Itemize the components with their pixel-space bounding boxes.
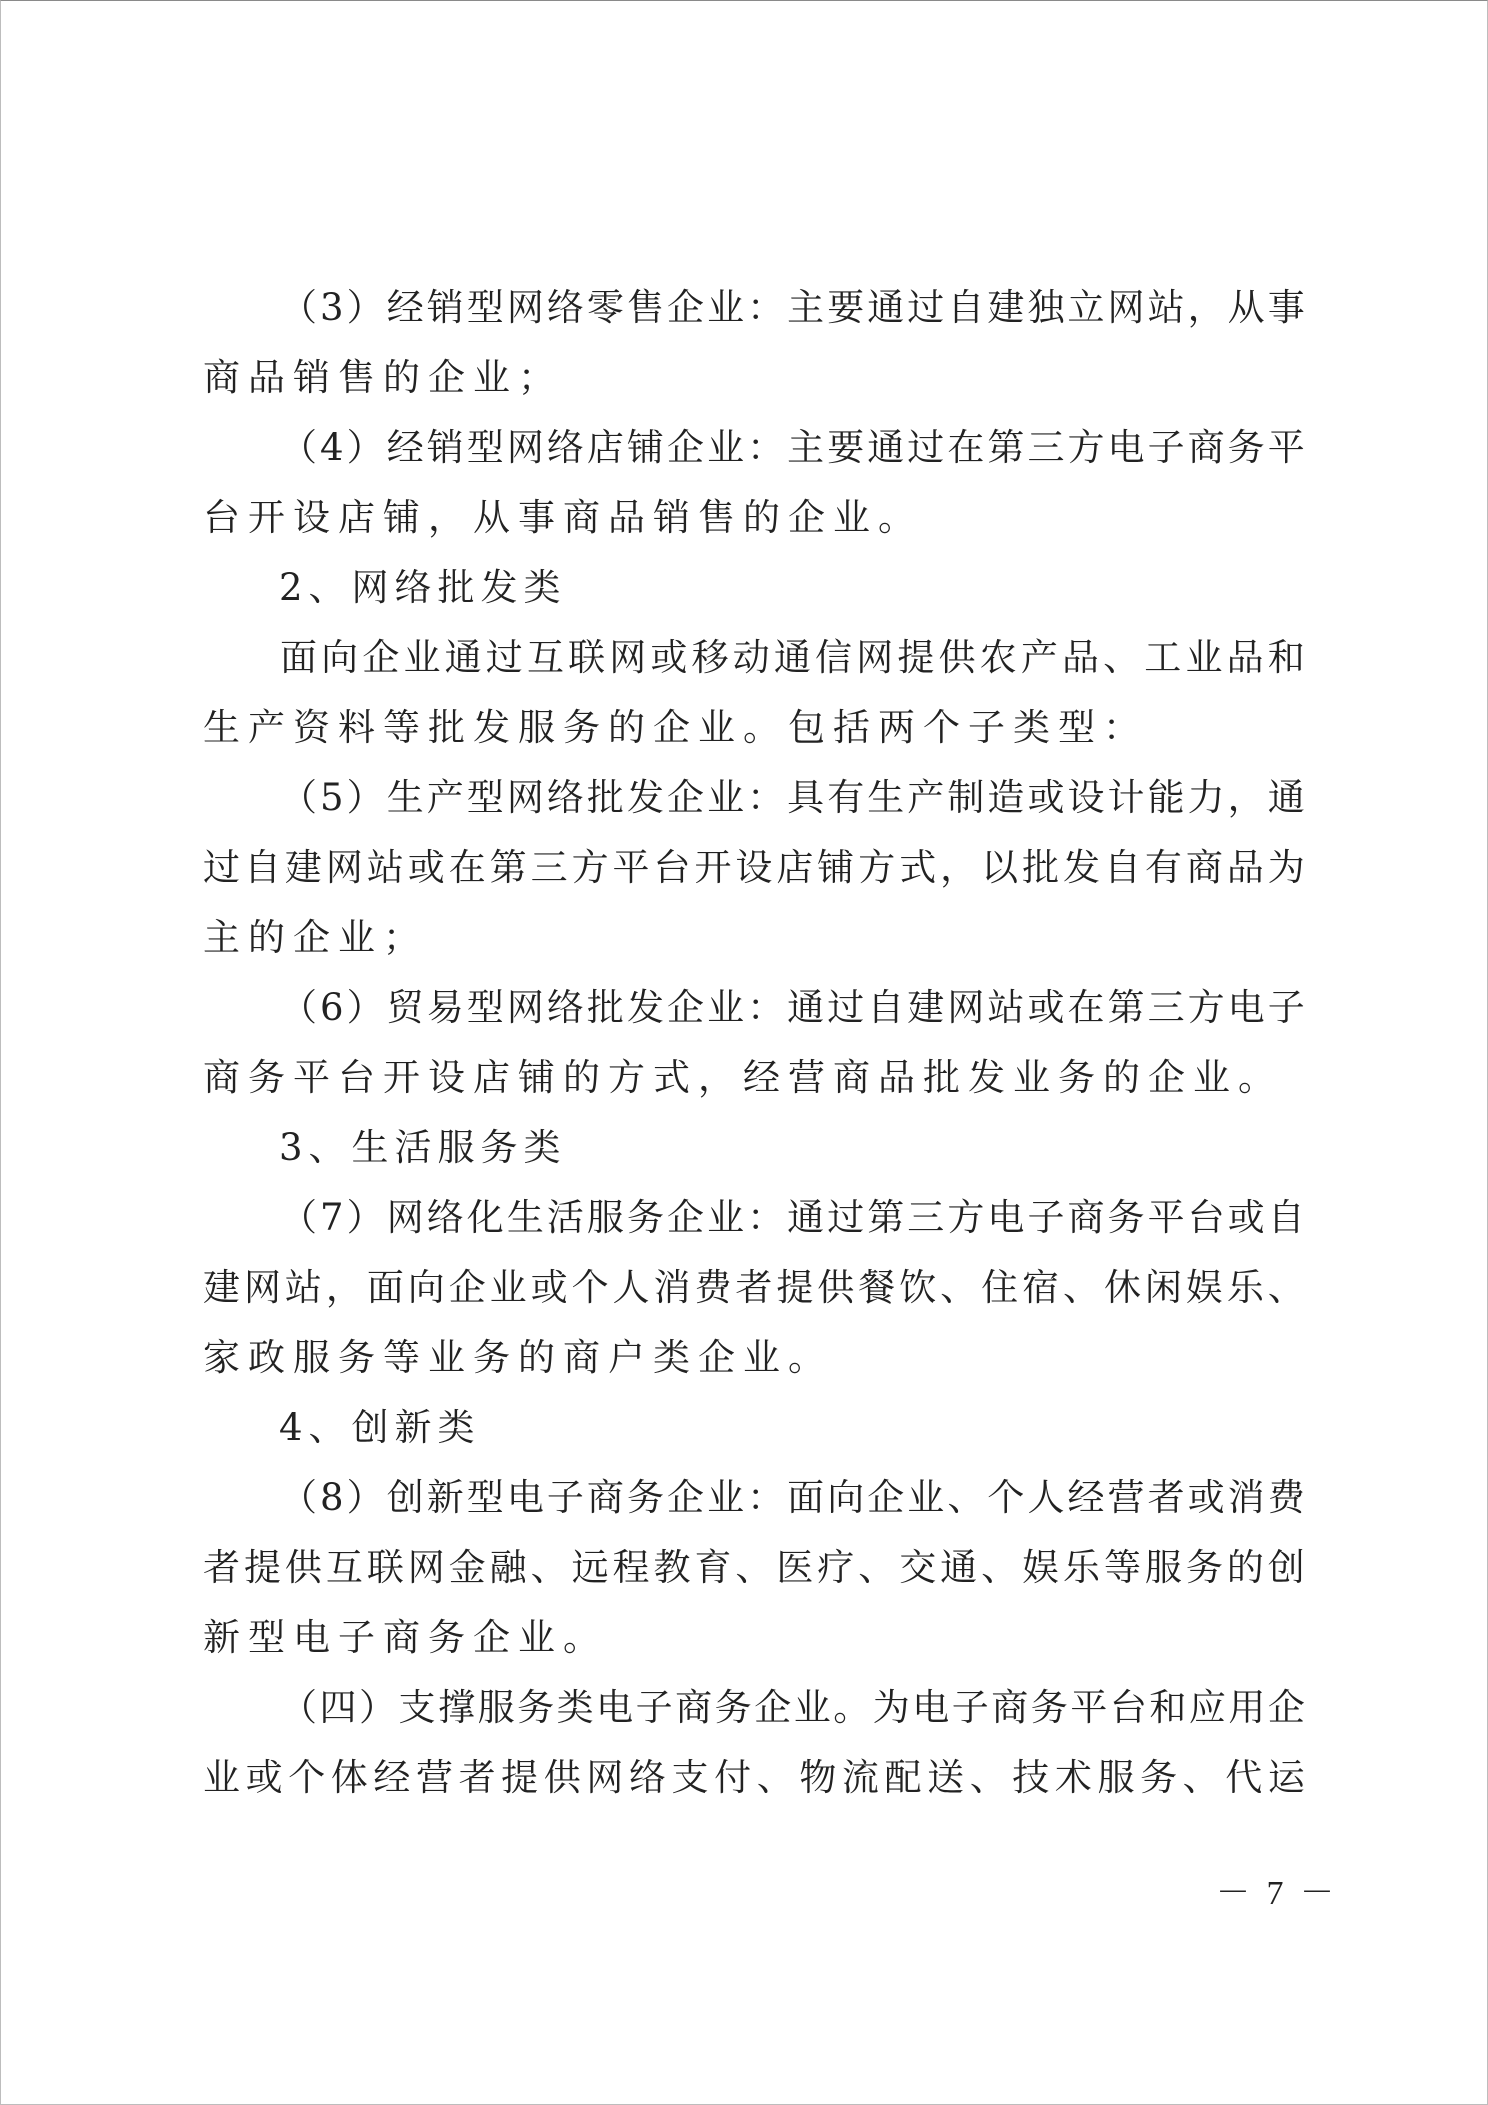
paragraph-line-20: 新型电子商务企业。 bbox=[203, 1616, 608, 1659]
paragraph-line-7: 生产资料等批发服务的企业。包括两个子类型： bbox=[203, 706, 1148, 749]
paragraph-line-10: 主的企业； bbox=[203, 916, 428, 959]
section-heading-wholesale: 2、网络批发类 bbox=[279, 566, 567, 609]
paragraph-line-22: 业 或 个 体 经 营 者 提 供 网 络 支 付 、 物 流 配 送 、 技 术 服 务 、 代 运 bbox=[203, 1756, 1305, 1799]
section-heading-life-services: 3、生活服务类 bbox=[279, 1126, 567, 1169]
paragraph-line-19: 者 提 供 互 联 网 金 融 、 远 程 教 育 、 医 疗 、 交 通 、 娱 乐 等 服 务 的 创 bbox=[203, 1546, 1305, 1589]
paragraph-line-1: （ 3 ） 经 销 型 网 络 零 售 企 业 ： 主 要 通 过 自 建 独 立 网 站 ， 从 事 bbox=[280, 286, 1305, 329]
paragraph-line-3: （ 4 ） 经 销 型 网 络 店 铺 企 业 ： 主 要 通 过 在 第 三 方 电 子 商 务 平 bbox=[280, 426, 1305, 469]
paragraph-line-18: （ 8 ） 创 新 型 电 子 商 务 企 业 ： 面 向 企 业 、 个 人 经 营 者 或 消 费 bbox=[280, 1476, 1305, 1519]
paragraph-line-6: 面 向 企 业 通 过 互 联 网 或 移 动 通 信 网 提 供 农 产 品 、 工 业 品 和 bbox=[280, 636, 1305, 679]
paragraph-line-12: 商务平台开设店铺的方式，经营商品批发业务的企业。 bbox=[203, 1056, 1283, 1099]
paragraph-line-21: （ 四 ） 支 撑 服 务 类 电 子 商 务 企 业 。 为 电 子 商 务 平 台 和 应 用 企 bbox=[280, 1686, 1305, 1729]
paragraph-line-14: （ 7 ） 网 络 化 生 活 服 务 企 业 ： 通 过 第 三 方 电 子 商 务 平 台 或 自 bbox=[280, 1196, 1305, 1239]
paragraph-line-8: （ 5 ） 生 产 型 网 络 批 发 企 业 ： 具 有 生 产 制 造 或 设 计 能 力 ， 通 bbox=[280, 776, 1305, 819]
section-heading-innovation: 4、创新类 bbox=[279, 1406, 481, 1449]
paragraph-line-16: 家政服务等业务的商户类企业。 bbox=[203, 1336, 833, 1379]
paragraph-line-4: 台开设店铺，从事商品销售的企业。 bbox=[203, 496, 923, 539]
paragraph-line-15: 建 网 站 ， 面 向 企 业 或 个 人 消 费 者 提 供 餐 饮 、 住 宿 、 休 闲 娱 乐 、 bbox=[203, 1266, 1305, 1309]
page-number: － 7 － bbox=[1216, 1875, 1338, 1912]
paragraph-line-9: 过 自 建 网 站 或 在 第 三 方 平 台 开 设 店 铺 方 式 ， 以 批 发 自 有 商 品 为 bbox=[203, 846, 1305, 889]
paragraph-line-11: （ 6 ） 贸 易 型 网 络 批 发 企 业 ： 通 过 自 建 网 站 或 在 第 三 方 电 子 bbox=[280, 986, 1305, 1029]
paragraph-line-2: 商品销售的企业； bbox=[203, 356, 563, 399]
